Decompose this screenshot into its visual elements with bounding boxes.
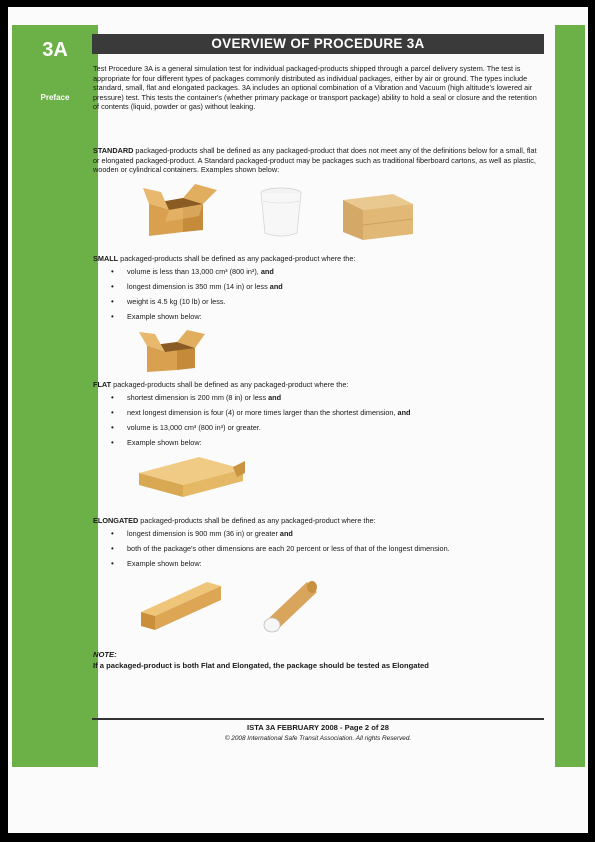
note-text: If a packaged-product is both Flat and Elongated, the package should be tested as Elongated (93, 660, 429, 670)
long-box-image (137, 576, 227, 632)
mailing-tube-image (261, 576, 323, 634)
footer-copyright: © 2008 International Safe Transit Association. All rights Reserved. (224, 735, 412, 742)
wooden-crate-image (341, 192, 415, 244)
list-item: • longest dimension is 900 mm (36 in) or greater and (93, 529, 543, 539)
footer-page-info: ISTA 3A FEBRUARY 2008 - Page 2 of 28 (247, 723, 389, 732)
list-item: • volume is 13,000 cm³ (800 in³) or greater. (93, 423, 543, 433)
elongated-criteria-list (93, 529, 543, 569)
intro-paragraph: Test Procedure 3A is a general simulation test for individual packaged-products shipped through a parcel delivery system. The test is appropriate for four different types of packages commonly distributed as individual packages, either by air or ground. The types include standard, small, flat and elongated packages. 3A includes an optional combination of a Vibration and Vacuum (high altitude's lowered air pressure) test. This tests the container's (whether primary package or transport package) ability to hold a seal or closure and the retention of contents (liquid, powder or gas) without leaking. (93, 64, 537, 112)
list-item: • shortest dimension is 200 mm (8 in) or less and (93, 393, 543, 403)
list-item: • Example shown below: (93, 438, 543, 448)
list-item: • both of the package's other dimensions are each 20 percent or less of that of the longest dimension. (93, 544, 543, 554)
footer-divider (92, 718, 544, 720)
list-item: • weight is 4.5 kg (10 lb) or less. (93, 297, 543, 307)
small-term: SMALL (93, 254, 119, 263)
elongated-text: packaged-products shall be defined as any packaged-product where the: (138, 516, 376, 525)
plastic-pail-image (253, 185, 309, 239)
left-green-sidebar (12, 25, 98, 767)
flat-definition (93, 380, 543, 453)
list-item: • next longest dimension is four (4) or more times larger than the shortest dimension, and (93, 408, 543, 418)
right-green-bar (555, 25, 585, 767)
standard-definition (93, 146, 543, 175)
page-title: OVERVIEW OF PROCEDURE 3A (92, 34, 544, 54)
list-item: • longest dimension is 350 mm (14 in) or less and (93, 282, 543, 292)
standard-term: STANDARD (93, 146, 134, 155)
section-label: Preface (40, 93, 70, 102)
small-text: packaged-products shall be defined as any packaged-product where the: (118, 254, 356, 263)
small-box-image (137, 328, 207, 374)
procedure-code: 3A (42, 39, 68, 61)
flat-text: packaged-products shall be defined as any packaged-product where the: (111, 380, 349, 389)
elongated-term: ELONGATED (93, 516, 139, 525)
list-item: • volume is less than 13,000 cm³ (800 in³), and (93, 267, 543, 277)
small-definition (93, 254, 543, 327)
elongated-definition (93, 516, 543, 574)
open-carton-image (143, 182, 219, 238)
list-item: • Example shown below: (93, 312, 543, 322)
list-item: • Example shown below: (93, 559, 543, 569)
note-label: NOTE: (93, 650, 117, 659)
flat-package-image (137, 455, 247, 499)
note-block (93, 650, 543, 670)
standard-text: packaged-products shall be defined as any packaged-product that does not meet any of the definitions below for a small, flat or elongated packaged-product. A Standard packaged-product may be packages such as traditional fiberboard cartons, as well as plastic, wooden or cylindrical containers. Examples shown below: (93, 146, 537, 175)
flat-term: FLAT (93, 380, 112, 389)
small-criteria-list (93, 267, 543, 322)
flat-criteria-list (93, 393, 543, 448)
